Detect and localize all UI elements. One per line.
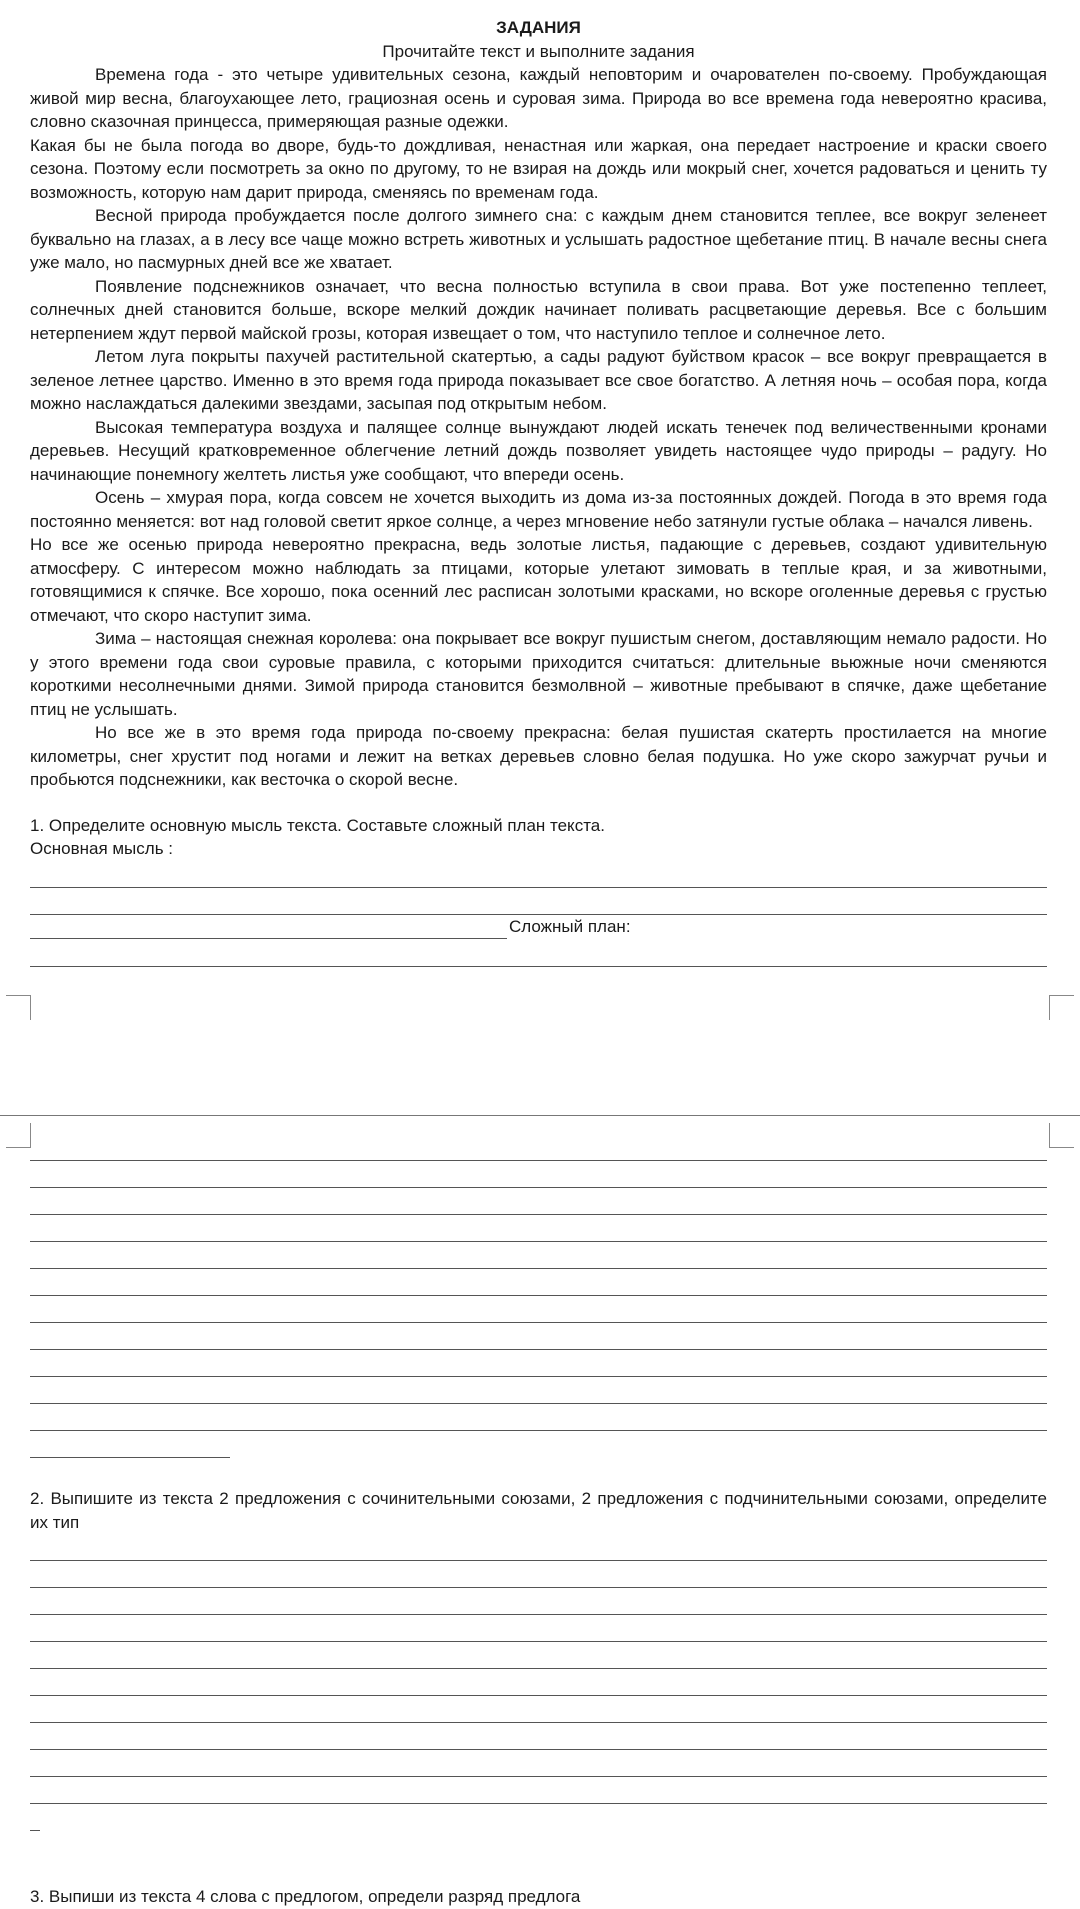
answer-line[interactable] — [30, 861, 1047, 888]
answer-line[interactable] — [30, 1804, 40, 1831]
answer-line[interactable] — [30, 1534, 1047, 1561]
page-separator — [0, 1115, 1080, 1116]
paragraph: Зима – настоящая снежная королева: она покрывает все вокруг пушистым снегом, доставляющим немало радости. Но у этого времени года свои суровые правила, с которыми приходится считаться: длительные вьюжные ночи сменяются короткими несолнечными днями. Зимой природа становится безмолвной – животные пребывают в спячке, даже щебетание птиц не услышать. — [30, 629, 1047, 719]
answer-line[interactable] — [30, 1377, 1047, 1404]
answer-line[interactable] — [30, 1615, 1047, 1642]
paragraph: Весной природа пробуждается после долгого зимнего сна: с каждым днем становится теплее, все вокруг зеленеет буквально на глазах, а в лесу все чаще можно встреть животных и услышать радостное щебетание птиц. В начале весны снега уже мало, но пасмурных дней все же хватает. — [30, 206, 1047, 272]
page-corner-mark — [1049, 995, 1074, 1020]
task1-question: 1. Определите основную мысль текста. Составьте сложный план текста. — [30, 815, 605, 835]
document-title: ЗАДАНИЯ — [496, 18, 581, 37]
plan-answer-lines — [30, 1134, 1047, 1458]
task3-question: 3. Выпиши из текста 4 слова с предлогом, определи разряд предлога — [30, 1887, 581, 1906]
answer-line[interactable] — [30, 1296, 1047, 1323]
answer-line[interactable] — [30, 1642, 1047, 1669]
paragraph: Высокая температура воздуха и палящее солнце вынуждают людей искать тенечек под величественными кронами деревьев. Несущий кратковременное облегчение летний дождь позволяет увидеть настоящее чудо природы – радугу. Но начинающие понемногу желтеть листья уже сообщают, что впереди осень. — [30, 417, 1047, 484]
answer-line[interactable] — [30, 1242, 1047, 1269]
answer-line[interactable] — [30, 1777, 1047, 1804]
paragraph: Появление подснежников означает, что весна полностью вступила в свои права. Вот уже постепенно теплеет, солнечных дней становится больше, вскоре мелкий дождик начинает поливать расцветающие деревья. Все с большим нетерпением ждут первой майской грозы, которая извещает о том, что наступило теплое и солнечное лето. — [30, 276, 1047, 343]
task2-question: 2. Выпишите из текста 2 предложения с сочинительными союзами, 2 предложения с подчинительными союзами, определите их тип — [30, 1489, 1047, 1532]
answer-line[interactable] — [30, 1561, 1047, 1588]
answer-line[interactable] — [30, 1269, 1047, 1296]
answer-lines — [30, 861, 1047, 915]
answer-line[interactable] — [30, 1696, 1047, 1723]
answer-line[interactable] — [30, 1215, 1047, 1242]
paragraph: Осень – хмурая пора, когда совсем не хочется выходить из дома из-за постоянных дождей. Погода в это время года постоянно меняется: вот над головой светит яркое солнце, а через мгновение небо затянули густые облака – начался ливень. — [30, 488, 1047, 531]
answer-line[interactable] — [30, 1588, 1047, 1615]
page-corner-mark — [1049, 1123, 1074, 1148]
paragraph: Летом луга покрыты пахучей растительной скатертью, а сады радуют буйством красок – все вокруг превращается в зеленое летнее царство. Именно в это время года природа показывает все свое богатство. А летняя ночь – особая пора, когда можно наслаждаться далекими звездами, засыпая под открытым небом. — [30, 347, 1047, 413]
answer-line[interactable] — [30, 1669, 1047, 1696]
answer-line[interactable] — [30, 1323, 1047, 1350]
answer-line[interactable] — [30, 1134, 1047, 1161]
answer-line[interactable] — [30, 1431, 230, 1458]
answer-line[interactable] — [30, 1723, 1047, 1750]
task2-section — [30, 1487, 1047, 1831]
task3-section — [30, 1885, 1047, 1909]
page-corner-mark — [6, 995, 31, 1020]
document-page-1 — [30, 0, 1047, 967]
document-page-2 — [30, 1134, 1047, 1458]
answer-line[interactable] — [30, 1750, 1047, 1777]
task2-answer-lines — [30, 1534, 1047, 1831]
plan-label: Сложный план: — [509, 917, 631, 936]
answer-line[interactable] — [30, 939, 1047, 967]
paragraph: Времена года - это четыре удивительных сезона, каждый неповторим и очарователен по-своему. Пробуждающая живой мир весна, благоухающее лето, грациозная осень и суровая зима. Природа во все времена года невероятно красива, словно сказочная принцесса, примеряющая разные одежки. — [30, 65, 1047, 131]
paragraph: Но все же в это время года природа по-своему прекрасна: белая пушистая скатерть простилается на многие километры, снег хрустит под ногами и лежит на ветках деревьев словно белая подушка. Но уже скоро зажурчат ручьи и пробьются подснежники, как весточка о скорой весне. — [30, 723, 1047, 789]
answer-line[interactable] — [30, 1404, 1047, 1431]
document-subtitle: Прочитайте текст и выполните задания — [382, 41, 695, 61]
main-idea-label: Основная мысль : — [30, 839, 173, 858]
answer-line[interactable] — [30, 1161, 1047, 1188]
page-corner-mark — [6, 1123, 31, 1148]
answer-line[interactable] — [30, 917, 507, 939]
paragraph: Какая бы не была погода во дворе, будь-то дождливая, ненастная или жаркая, она передает настроение и краски своего сезона. Поэтому если посмотреть за окно по другому, то не взирая на дождь или мокрый снег, хочется радоваться и ценить ту возможность, которую нам дарит природа, сменяясь по временам года. — [30, 135, 1047, 202]
answer-line-with-label — [30, 915, 1047, 939]
page-break — [0, 1005, 1080, 1117]
answer-line[interactable] — [30, 888, 1047, 915]
answer-line[interactable] — [30, 1350, 1047, 1377]
paragraph: Но все же осенью природа невероятно прекрасна, ведь золотые листья, падающие с деревьев, создают удивительную атмосферу. С интересом можно наблюдать за птицами, которые улетают зимовать в теплые края, и за животными, готовящимися к спячке. Все хорошо, пока осенний лес расписан золотыми красками, но вскоре оголенные деревья с грустью отмечают, что скоро наступит зима. — [30, 535, 1047, 625]
answer-line[interactable] — [30, 1188, 1047, 1215]
